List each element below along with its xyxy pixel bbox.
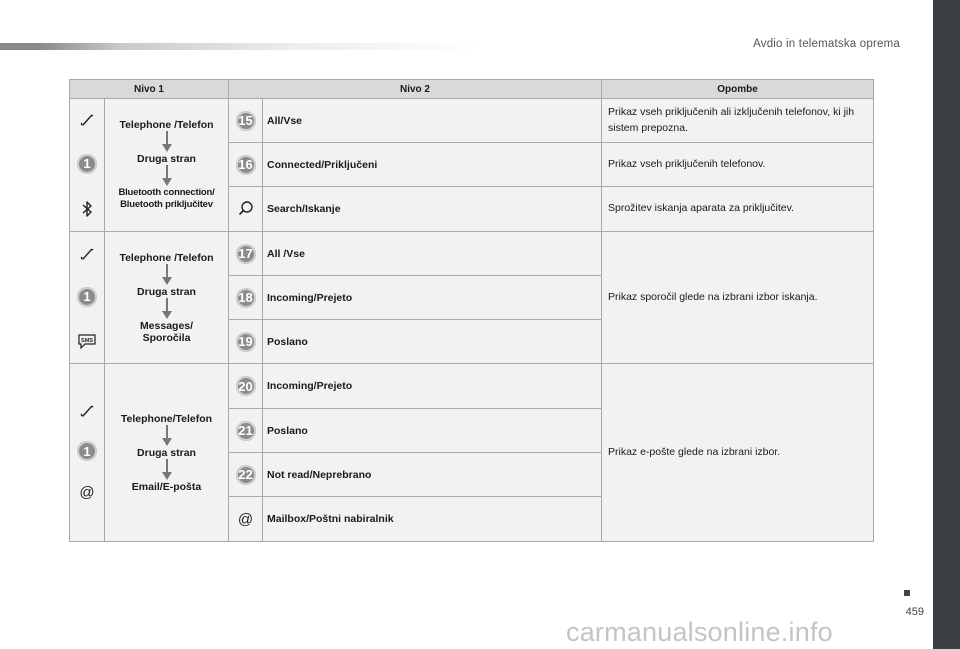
step-badge: 1 — [77, 154, 97, 174]
step-badge: 1 — [77, 441, 97, 461]
icon-badge-16: 16 — [236, 155, 256, 175]
level2-label: Poslano — [263, 320, 602, 364]
flow-step-bluetooth-sl: Bluetooth priključitev — [120, 199, 213, 210]
group1-flow — [105, 99, 229, 232]
arrow-down-icon — [161, 165, 173, 187]
arrow-down-icon — [161, 459, 173, 481]
level2-label: Connected/Priključeni — [263, 143, 602, 187]
bluetooth-icon — [81, 201, 93, 217]
level2-label: Incoming/Prejeto — [263, 364, 602, 409]
header-level1: Nivo 1 — [70, 80, 229, 99]
page-marker — [904, 590, 910, 596]
note-text: Prikaz e-pošte glede na izbrani izbor. — [602, 364, 874, 542]
flow-step-page: Druga stran — [137, 446, 196, 459]
flow-step-messages-sl: Sporočila — [142, 331, 191, 344]
flow-step-messages: Messages/ — [139, 319, 194, 332]
icon-badge-20: 20 — [236, 376, 256, 396]
level2-label: Not read/Neprebrano — [263, 453, 602, 497]
icon-badge-19: 19 — [236, 332, 256, 352]
chapter-sidebar-tab — [933, 0, 960, 649]
header-level2: Nivo 2 — [229, 80, 602, 99]
watermark: carmanualsonline.info — [566, 617, 833, 647]
phone-icon — [80, 113, 94, 127]
group2-icons — [70, 232, 105, 364]
arrow-down-icon — [161, 264, 173, 286]
flow-step-bluetooth: Bluetooth connection/ — [118, 187, 215, 199]
level2-label: Incoming/Prejeto — [263, 276, 602, 320]
search-icon — [238, 200, 254, 216]
sms-icon-text: SMS — [81, 337, 93, 344]
arrow-down-icon — [161, 298, 173, 320]
level2-label: Poslano — [263, 409, 602, 453]
group1-icons — [70, 99, 105, 232]
note-text: Prikaz vseh priključenih telefonov. — [602, 143, 874, 187]
at-icon: @ — [79, 484, 95, 501]
group3-flow — [105, 364, 229, 542]
icon-badge-22: 22 — [236, 465, 256, 485]
flow-step-telephone: Telephone /Telefon — [119, 119, 214, 132]
phone-icon — [80, 247, 94, 261]
icon-badge-15: 15 — [236, 111, 256, 131]
arrow-down-icon — [161, 131, 173, 153]
note-text: Sprožitev iskanja aparata za priključitev. — [602, 187, 874, 232]
page-number: 459 — [905, 606, 924, 618]
phone-icon — [80, 404, 94, 418]
header-gradient-bar — [0, 43, 480, 50]
icon-badge-17: 17 — [236, 244, 256, 264]
flow-step-telephone: Telephone /Telefon — [119, 251, 214, 264]
level2-label: Search/Iskanje — [263, 187, 602, 232]
group2-flow — [105, 232, 229, 364]
group3-icons — [70, 364, 105, 542]
icon-badge-21: 21 — [236, 421, 256, 441]
note-text: Prikaz sporočil glede na izbrani izbor iskanja. — [602, 232, 874, 364]
step-badge: 1 — [77, 287, 97, 307]
icon-badge-18: 18 — [236, 288, 256, 308]
level2-label: All /Vse — [263, 232, 602, 276]
arrow-down-icon — [161, 425, 173, 447]
sms-icon — [77, 333, 97, 349]
flow-step-telephone: Telephone/Telefon — [120, 412, 213, 425]
flow-step-email: Email/E-pošta — [131, 480, 202, 493]
at-icon: @ — [237, 510, 254, 528]
menu-table — [69, 79, 874, 542]
header-notes: Opombe — [602, 80, 874, 99]
flow-step-page: Druga stran — [137, 153, 196, 166]
chapter-title: Avdio in telematska oprema — [753, 38, 900, 50]
note-text: Prikaz vseh priključenih ali izključenih telefonov, ki jih sistem prepozna. — [602, 99, 874, 143]
level2-label: Mailbox/Poštni nabiralnik — [263, 497, 602, 542]
flow-step-page: Druga stran — [137, 285, 196, 298]
level2-label: All/Vse — [263, 99, 602, 143]
